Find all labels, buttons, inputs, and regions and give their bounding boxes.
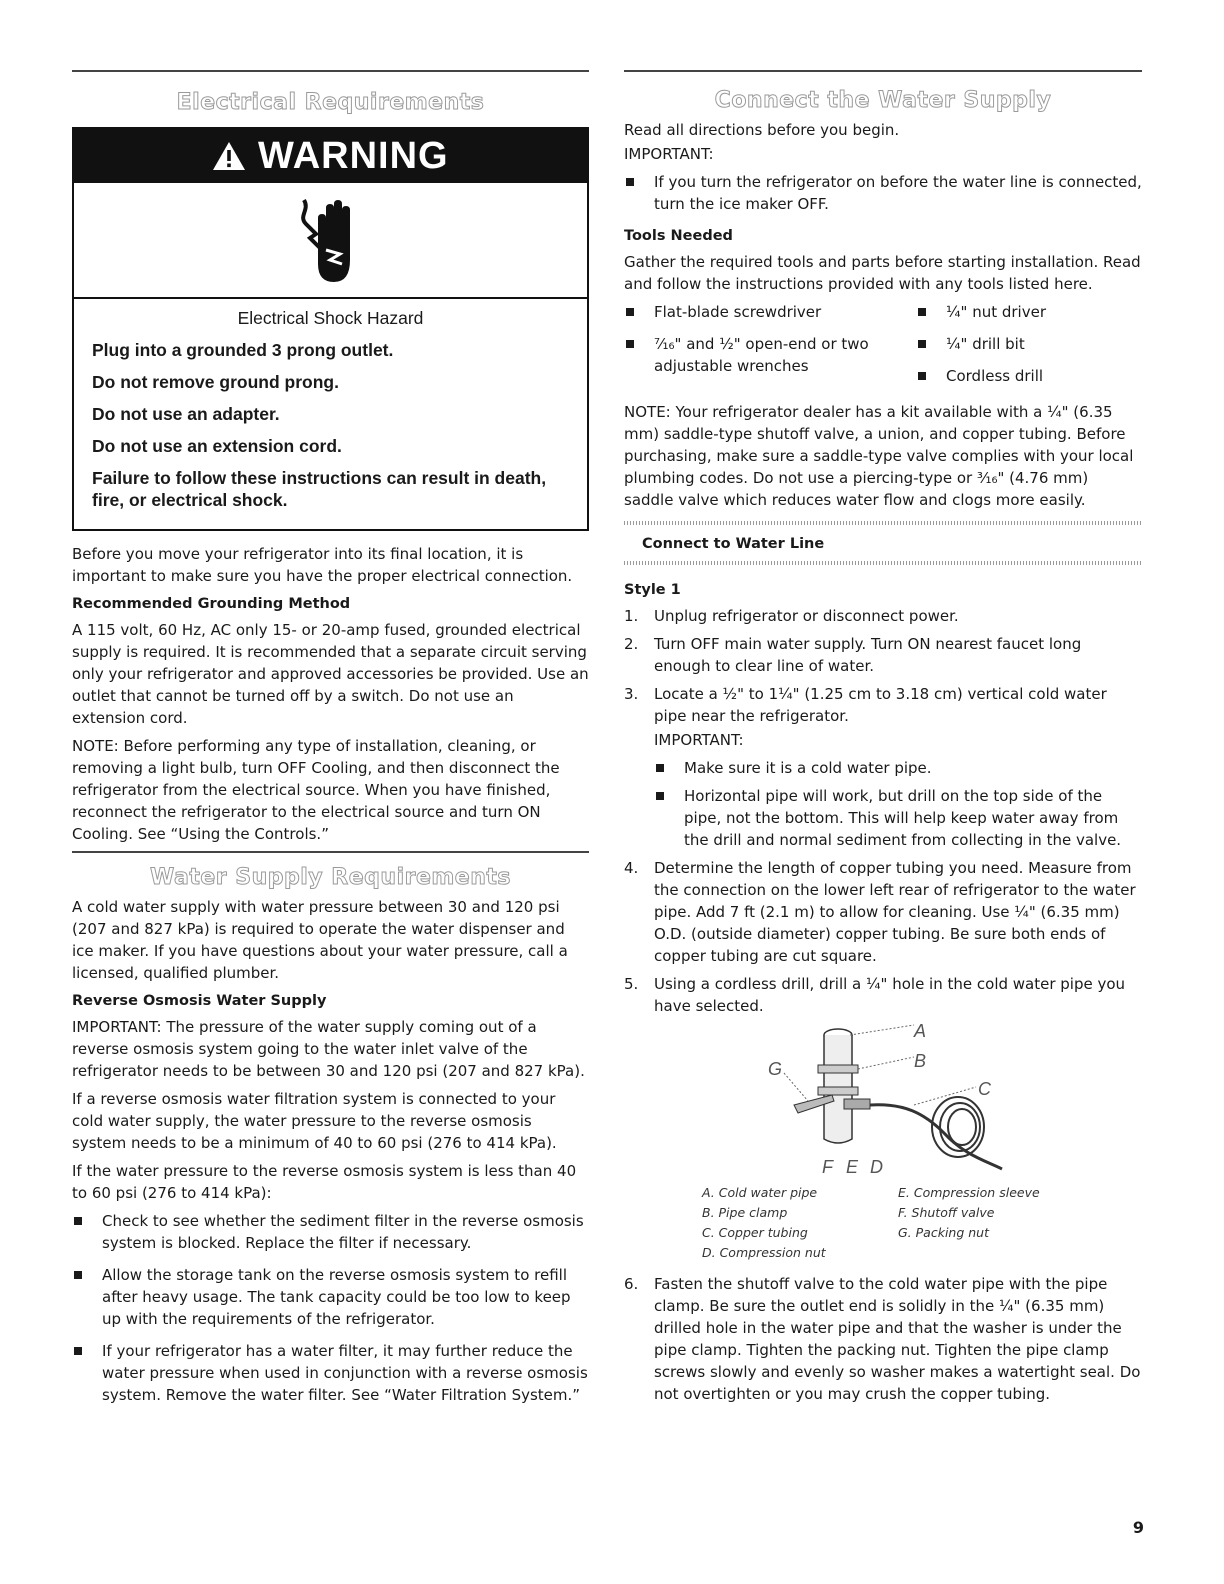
tools-left <box>624 301 916 397</box>
step-number: 3. <box>624 685 639 703</box>
list-item: Cordless drill <box>916 365 1142 387</box>
figure-label-a: A <box>914 1023 927 1041</box>
step-text: Fasten the shutoff valve to the cold water pipe with the pipe clamp. Be sure the outlet end is solidly in the ¼" (6.35 mm) drilled hole in the water pipe and that the washer is under the pipe clamp. Tighten the packing nut. Tighten the pipe clamp screws slowly and evenly so washer makes a watertight seal. Do not overtighten or you may crush the copper tubing. <box>654 1275 1141 1403</box>
step3-important: IMPORTANT: <box>654 731 744 749</box>
step-item <box>624 1273 1142 1405</box>
list-item: Allow the storage tank on the reverse osmosis system to refill after heavy usage. The tank capacity could be too low to keep up with the requirements of the refrigerator. <box>72 1264 589 1330</box>
tools-list <box>624 301 1142 397</box>
section-rule <box>72 851 589 853</box>
list-item: Check to see whether the sediment filter in the reverse osmosis system is blocked. Replace the filter if necessary. <box>72 1210 589 1254</box>
legend-item: E. Compression sleeve <box>898 1185 1040 1200</box>
warning-body <box>74 299 587 529</box>
warning-line: Do not use an extension cord. <box>92 436 342 456</box>
step-number: 1. <box>624 607 639 625</box>
grounding-text: A 115 volt, 60 Hz, AC only 15- or 20-amp fused, grounded electrical supply is required. It is recommended that a separate circuit serving only your refrigerator and approved accessories be provided. Use an outlet that cannot be turned off by a switch. Do not use an extension cord. <box>72 621 589 727</box>
step-item <box>624 973 1142 1017</box>
list-item: Horizontal pipe will work, but drill on the top side of the pipe, not the bottom. This will help keep water away from the drill and normal sediment from collecting in the valve. <box>654 785 1142 851</box>
page-number: 9 <box>1132 1518 1144 1537</box>
warning-header <box>74 129 587 183</box>
ro-important: IMPORTANT: The pressure of the water supply coming out of a reverse osmosis system going to the water inlet valve of the refrigerator needs to be between 30 and 120 psi (207 and 827 kPa). <box>72 1018 585 1080</box>
water-supply-intro: A cold water supply with water pressure between 30 and 120 psi (207 and 827 kPa) is required to operate the water dispenser and ice maker. If you have questions about your water pressure, call a licensed, qualified plumber. <box>72 898 568 982</box>
ro-paragraph: If the water pressure to the reverse osmosis system is less than 40 to 60 psi (276 to 414 kPa): <box>72 1162 577 1202</box>
valve-diagram <box>754 1023 1014 1175</box>
step-number: 6. <box>624 1275 639 1293</box>
warning-line: Failure to follow these instructions can result in death, fire, or electrical shock. <box>92 468 547 510</box>
important-label: IMPORTANT: <box>624 145 714 163</box>
legend-item: F. Shutoff valve <box>898 1205 995 1220</box>
figure-label-g: G <box>768 1059 783 1079</box>
warning-triangle-icon <box>212 135 258 177</box>
water-line-heading: Connect to Water Line <box>642 536 825 552</box>
list-item: ¼" nut driver <box>916 301 1142 323</box>
figure-label-c: C <box>978 1079 991 1099</box>
step-text: Locate a ½" to 1¼" (1.25 cm to 3.18 cm) vertical cold water pipe near the refrigerator. <box>654 685 1107 725</box>
list-item: If your refrigerator has a water filter, it may further reduce the water pressure when used in conjunction with a reverse osmosis system. Remove the water filter. See “Water Filtration System.” <box>72 1340 589 1406</box>
warning-box <box>72 127 589 531</box>
connect-water-title: Connect the Water Supply <box>714 88 1052 113</box>
shock-hazard-icon <box>74 183 587 299</box>
list-item: Make sure it is a cold water pipe. <box>654 757 1142 779</box>
legend-item: A. Cold water pipe <box>702 1185 818 1200</box>
section-rule <box>72 70 589 72</box>
warning-header-text: WARNING <box>257 135 449 177</box>
legend-item: G. Packing nut <box>898 1225 989 1240</box>
figure-label-d: D <box>870 1157 883 1175</box>
step-item <box>624 683 1142 851</box>
figure-legend <box>702 1183 1142 1263</box>
legend-item: D. Compression nut <box>702 1245 826 1260</box>
kit-note: NOTE: Your refrigerator dealer has a kit available with a ¼" (6.35 mm) saddle-type shutoff valve, a union, and copper tubing. Before purchasing, make sure a saddle-type valve complies with your local plumbing codes. Do not use a piercing-type or ³⁄₁₆" (4.76 mm) saddle valve which reduces water flow and clogs more easily. <box>624 403 1134 509</box>
steps-list-end <box>624 1273 1142 1405</box>
grounding-heading: Recommended Grounding Method <box>72 596 351 612</box>
steps-list <box>624 605 1142 1017</box>
ro-bullets <box>72 1210 589 1406</box>
list-item: ⁷⁄₁₆" and ½" open-end or two adjustable wrenches <box>624 333 916 377</box>
warning-line: Do not use an adapter. <box>92 404 280 424</box>
step-number: 4. <box>624 859 639 877</box>
left-column <box>72 70 589 1416</box>
electrical-note: NOTE: Before performing any type of installation, cleaning, or removing a light bulb, turn OFF Cooling, and then disconnect the refrigerator from the electrical source. When you have finished, reconnect the refrigerator to the electrical source and turn ON Cooling. See “Using the Controls.” <box>72 737 560 843</box>
figure-label-b: B <box>914 1051 927 1071</box>
legend-right <box>898 1183 1078 1263</box>
tools-intro: Gather the required tools and parts before starting installation. Read and follow the instructions provided with any tools listed here. <box>624 253 1141 293</box>
water-supply-title: Water Supply Requirements <box>149 865 512 890</box>
tools-right <box>916 301 1142 397</box>
electrical-intro: Before you move your refrigerator into its final location, it is important to make sure you have the proper electrical connection. <box>72 545 573 585</box>
style-heading: Style 1 <box>624 582 681 598</box>
step-item <box>624 605 1142 627</box>
list-item: Flat-blade screwdriver <box>624 301 916 323</box>
tools-heading: Tools Needed <box>624 228 733 244</box>
ro-paragraph: If a reverse osmosis water filtration system is connected to your cold water supply, the water pressure to the reverse osmosis system needs to be a minimum of 40 to 60 psi (276 to 414 kPa). <box>72 1090 557 1152</box>
valve-figure <box>754 1023 1142 1179</box>
hazard-title: Electrical Shock Hazard <box>237 308 424 328</box>
section-rule <box>624 70 1142 72</box>
step-item <box>624 633 1142 677</box>
figure-label-e: E <box>846 1157 859 1175</box>
warning-line: Do not remove ground prong. <box>92 372 339 392</box>
step-text: Unplug refrigerator or disconnect power. <box>654 607 959 625</box>
ro-heading: Reverse Osmosis Water Supply <box>72 993 327 1009</box>
step-text: Using a cordless drill, drill a ¼" hole in the cold water pipe you have selected. <box>654 975 1126 1015</box>
right-column <box>624 70 1142 1411</box>
hatch-rule <box>624 521 1142 525</box>
step-item <box>624 857 1142 967</box>
legend-left <box>702 1183 898 1263</box>
list-item: ¼" drill bit <box>916 333 1142 355</box>
step-text: Turn OFF main water supply. Turn ON nearest faucet long enough to clear line of water. <box>654 635 1082 675</box>
important-bullets <box>624 171 1142 215</box>
step3-bullets <box>654 757 1142 851</box>
electrical-requirements-title: Electrical Requirements <box>176 90 485 115</box>
list-item: If you turn the refrigerator on before the water line is connected, turn the ice maker OFF. <box>624 171 1142 215</box>
step-text: Determine the length of copper tubing you need. Measure from the connection on the lower left rear of refrigerator to the water pipe. Add 7 ft (2.1 m) to allow for cleaning. Use ¼" (6.35 mm) O.D. (outside diameter) copper tubing. Be sure both ends of copper tubing are cut square. <box>654 859 1136 965</box>
hatch-rule <box>624 561 1142 565</box>
figure-label-f: F <box>822 1157 833 1175</box>
warning-line: Plug into a grounded 3 prong outlet. <box>92 340 394 360</box>
connect-intro: Read all directions before you begin. <box>624 121 900 139</box>
step-number: 5. <box>624 975 639 993</box>
step-number: 2. <box>624 635 639 653</box>
legend-item: C. Copper tubing <box>702 1225 808 1240</box>
legend-item: B. Pipe clamp <box>702 1205 788 1220</box>
